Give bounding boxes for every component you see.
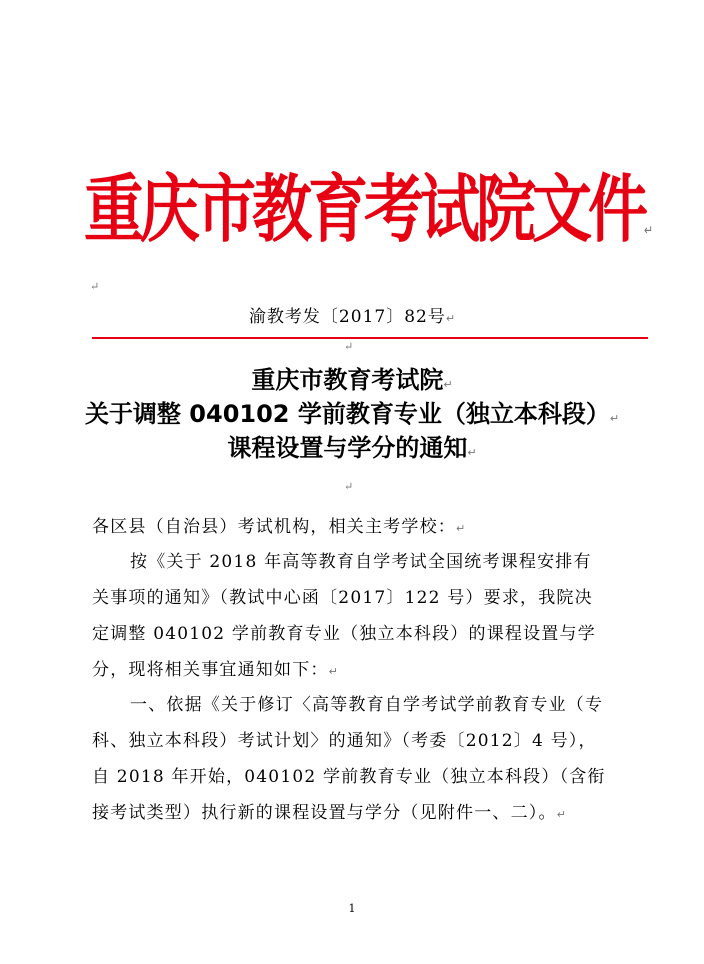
title-line-2 xyxy=(0,394,704,429)
paragraph-mark: ↵ xyxy=(445,312,456,325)
page-number: 1 xyxy=(348,902,356,915)
title-line-3 xyxy=(0,428,704,463)
issuer-masthead xyxy=(84,161,654,259)
paragraph-2-line: 接考试类型）执行新的课程设置与学分（见附件一、二）。 xyxy=(92,803,557,823)
paragraph-mark: ↵ xyxy=(644,222,654,239)
paragraph-2-line: 科、独立本科段）考试计划〉的通知》（考委〔2012〕4 号）， xyxy=(92,731,597,751)
salutation-text: 各区县（自治县）考试机构，相关主考学校： xyxy=(92,517,456,537)
paragraph-mark: ↵ xyxy=(609,412,620,425)
paragraph-mark: ↵ xyxy=(328,665,338,678)
paragraph-2-line: 一、依据《关于修订〈高等教育自学考试学前教育专业（专 xyxy=(130,695,604,715)
paragraph-mark: ↵ xyxy=(90,280,100,293)
paragraph-mark: ↵ xyxy=(467,446,477,459)
paragraph-1-last-line xyxy=(92,655,338,680)
paragraph-1-line: 定调整 040102 学前教育专业（独立本科段）的课程设置与学 xyxy=(92,624,596,644)
paragraph-mark: ↵ xyxy=(344,340,354,353)
title-line-1 xyxy=(0,360,704,395)
title-text-2: 关于调整 040102 学前教育专业（独立本科段） xyxy=(84,400,610,428)
paragraph-mark: ↵ xyxy=(556,808,566,821)
salutation xyxy=(92,512,465,537)
document-number: 渝教考发〔2017〕82号 xyxy=(248,307,446,327)
title-text-1: 重庆市教育考试院 xyxy=(251,366,444,394)
document-number-line xyxy=(0,302,704,327)
paragraph-mark: ↵ xyxy=(344,480,354,493)
red-divider-rule xyxy=(92,337,648,339)
paragraph-mark: ↵ xyxy=(456,522,466,535)
paragraph-1-line: 关事项的通知》（教试中心函〔2017〕122 号）要求，我院决 xyxy=(92,588,593,608)
title-text-3: 课程设置与学分的通知 xyxy=(227,434,468,462)
issuer-title: 重庆市教育考试院文件 xyxy=(84,167,644,253)
paragraph-1-line: 分，现将相关事宜通知如下： xyxy=(92,660,329,680)
paragraph-2-last-line xyxy=(92,798,566,823)
paragraph-mark: ↵ xyxy=(443,378,453,391)
paragraph-2-line: 自 2018 年开始，040102 学前教育专业（独立本科段）（含衔 xyxy=(92,767,606,787)
paragraph-1-line: 按《关于 2018 年高等教育自学考试全国统考课程安排有 xyxy=(130,552,592,572)
